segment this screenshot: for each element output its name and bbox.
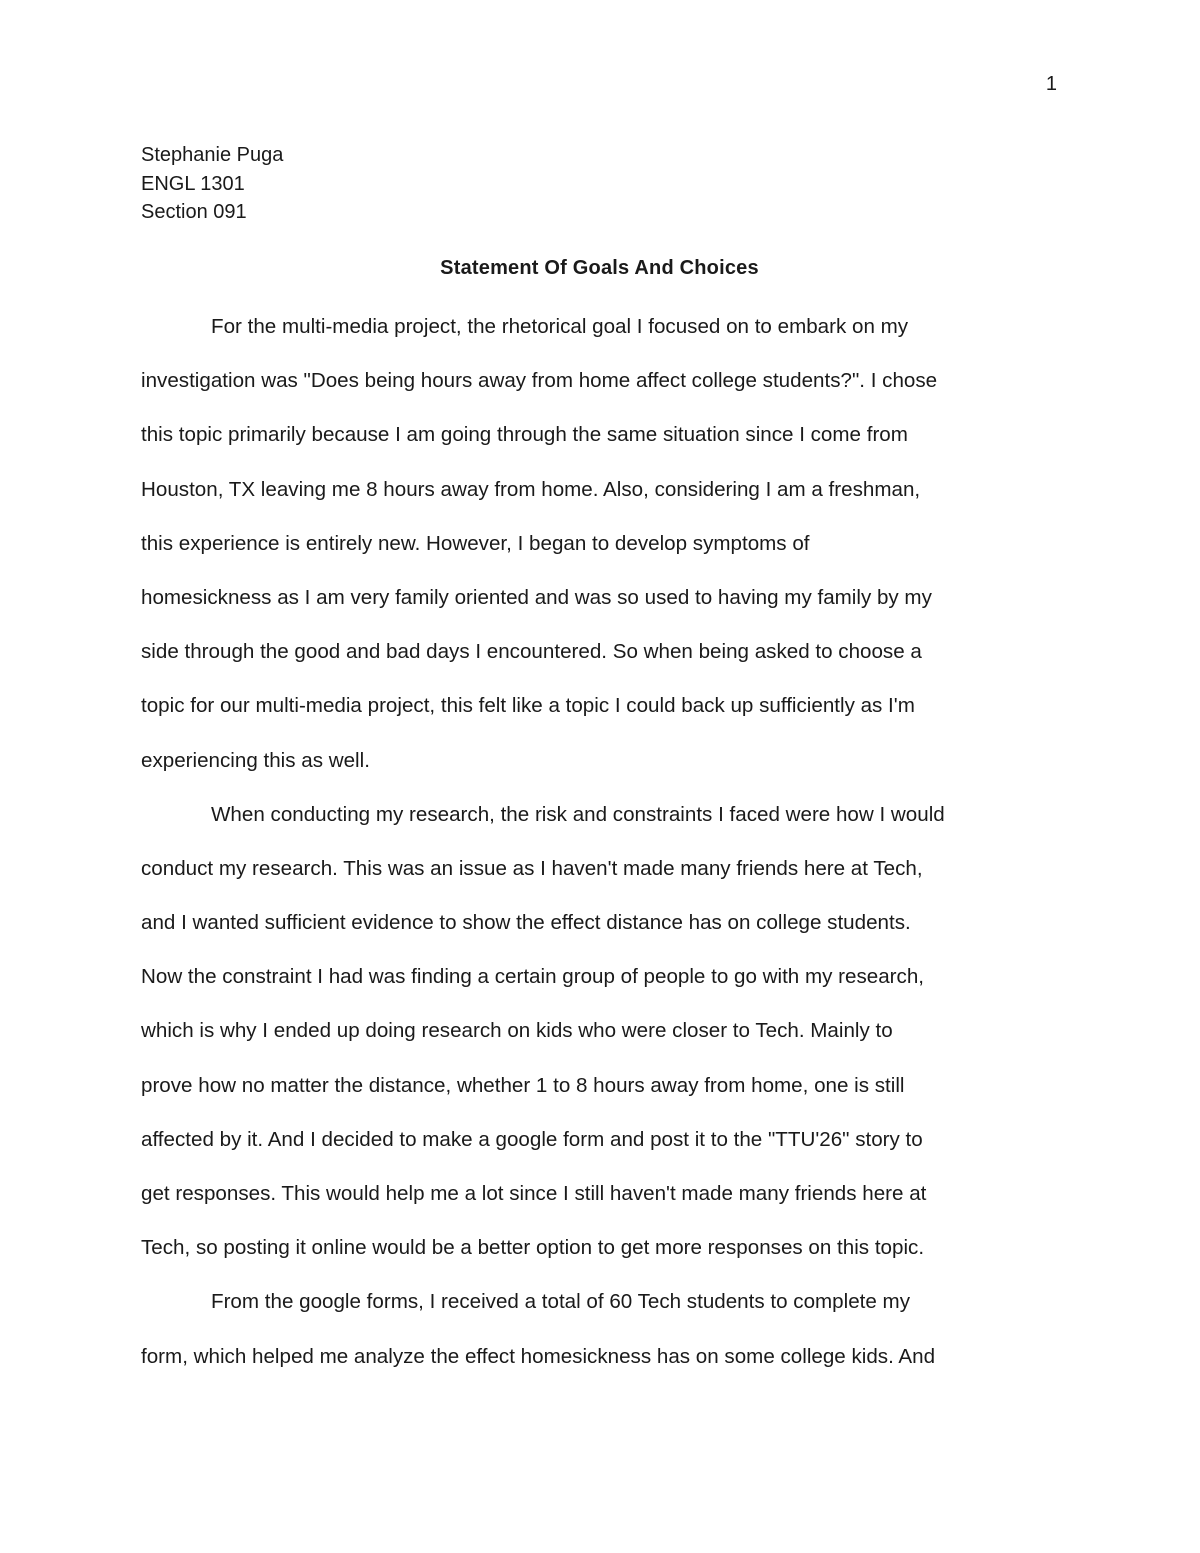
paragraph-results bbox=[141, 1288, 1061, 1396]
paragraph-line: affected by it. And I decided to make a google form and post it to the "TTU'26" story to bbox=[141, 1127, 923, 1151]
paragraph-line: this experience is entirely new. However, I began to develop symptoms of bbox=[141, 531, 810, 555]
paragraph-line: and I wanted sufficient evidence to show the effect distance has on college students. bbox=[141, 911, 911, 935]
paragraph-line: which is why I ended up doing research on kids who were closer to Tech. Mainly to bbox=[141, 1019, 893, 1043]
paragraph-line: Now the constraint I had was finding a certain group of people to go with my research, bbox=[141, 965, 924, 989]
document-title: Statement Of Goals And Choices bbox=[440, 257, 759, 279]
paragraph-line: When conducting my research, the risk and constraints I faced were how I would bbox=[211, 802, 945, 826]
paragraph-line: investigation was "Does being hours away from home affect college students?". I chose bbox=[141, 369, 938, 393]
paragraph-line: form, which helped me analyze the effect homesickness has on some college kids. And bbox=[141, 1344, 936, 1368]
paragraph-line: topic for our multi-media project, this felt like a topic I could back up sufficiently as I'm bbox=[141, 694, 915, 718]
paragraph-line: Tech, so posting it online would be a better option to get more responses on this topic. bbox=[141, 1236, 925, 1260]
page-number: 1 bbox=[1045, 73, 1057, 95]
document-body bbox=[141, 313, 1061, 1397]
header-block bbox=[141, 141, 283, 227]
paragraph-line: prove how no matter the distance, whether 1 to 8 hours away from home, one is still bbox=[141, 1073, 905, 1097]
paragraph-line: conduct my research. This was an issue as I haven't made many friends here at Tech, bbox=[141, 856, 923, 880]
paragraph-constraints bbox=[141, 801, 1061, 1289]
course-section: Section 091 bbox=[141, 201, 247, 223]
paragraph-goals bbox=[141, 313, 1061, 801]
paragraph-line: experiencing this as well. bbox=[141, 748, 370, 772]
paragraph-line: Houston, TX leaving me 8 hours away from home. Also, considering I am a freshman, bbox=[141, 477, 921, 501]
paragraph-line: get responses. This would help me a lot since I still haven't made many friends here at bbox=[141, 1182, 927, 1205]
paragraph-line: From the google forms, I received a total of 60 Tech students to complete my bbox=[211, 1290, 911, 1314]
paragraph-line: homesickness as I am very family oriented and was so used to having my family by my bbox=[141, 585, 932, 609]
paragraph-line: side through the good and bad days I encountered. So when being asked to choose a bbox=[141, 640, 922, 664]
paragraph-line: For the multi-media project, the rhetorical goal I focused on to embark on my bbox=[211, 315, 909, 338]
course-name: ENGL 1301 bbox=[141, 172, 245, 195]
author-name: Stephanie Puga bbox=[141, 144, 284, 166]
paragraph-line: this topic primarily because I am going through the same situation since I come from bbox=[141, 423, 908, 447]
